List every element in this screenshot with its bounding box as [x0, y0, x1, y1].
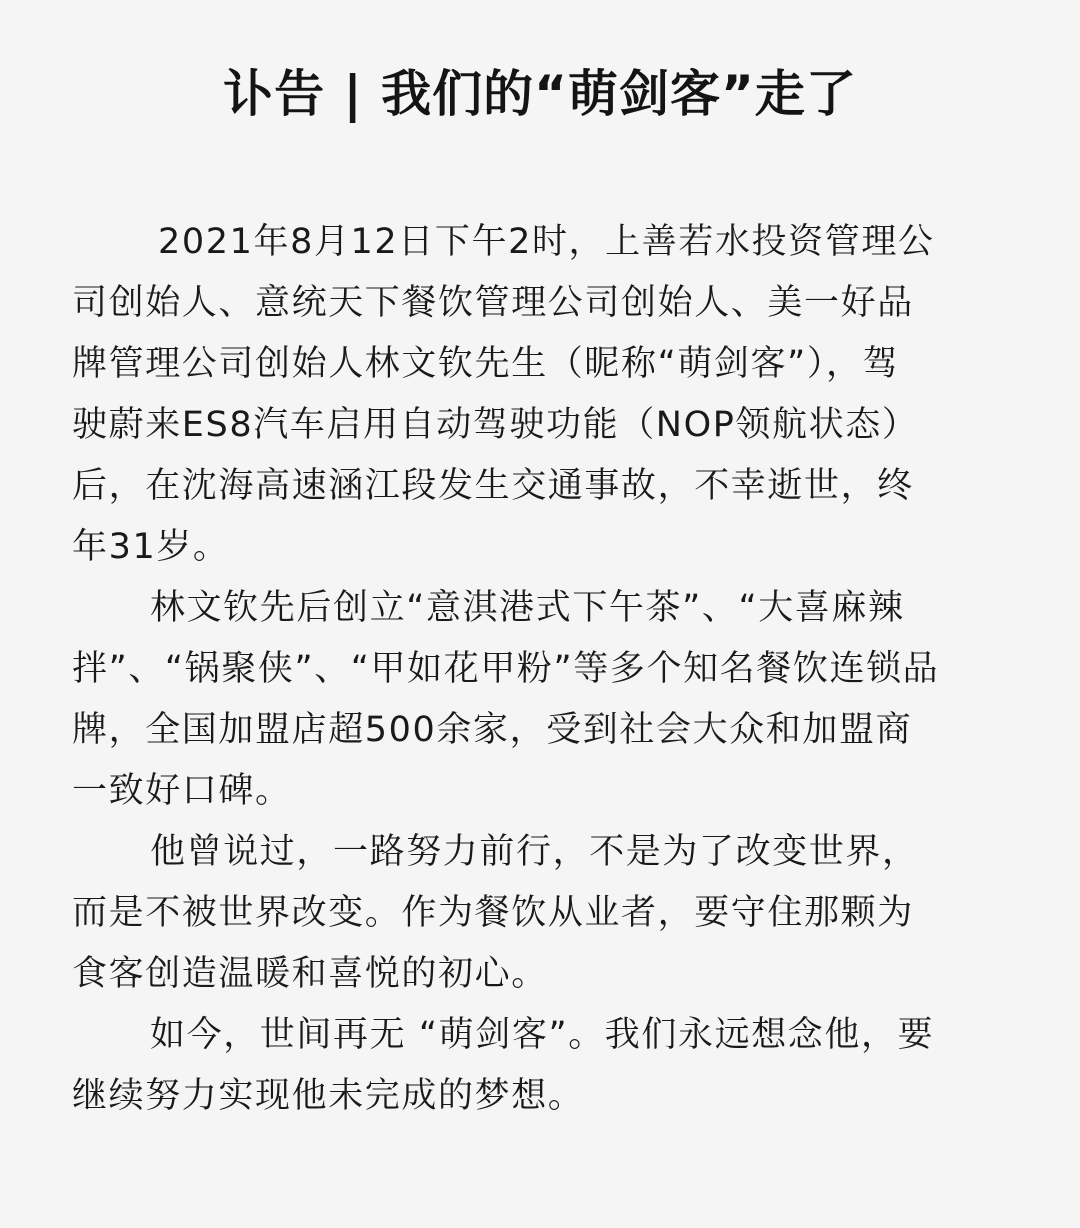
text-line: 驶蔚来ES8汽车启用自动驾驶功能（NOP领航状态） [72, 405, 919, 445]
text-line: 2021年8月12日下午2时，上善若水投资管理公 [158, 222, 935, 262]
page-title: 讣告 | 我们的“萌剑客”走了 [223, 65, 857, 123]
text-line: 拌”、“锅聚侠”、“甲如花甲粉”等多个知名餐饮连锁品 [72, 649, 940, 689]
text-line: 林文钦先后创立“意淇港式下午茶”、“大喜麻辣 [150, 588, 905, 628]
paragraph-4 [72, 1005, 1008, 1127]
text-line: 食客创造温暖和喜悦的初心。 [72, 954, 548, 994]
text-line: 而是不被世界改变。作为餐饮从业者，要守住那颗为 [72, 893, 914, 933]
text-line: 年31岁。 [72, 527, 230, 567]
paragraph-3 [72, 822, 1008, 1005]
text-line: 司创始人、意统天下餐饮管理公司创始人、美一好品 [72, 283, 914, 323]
text-line: 后，在沈海高速涵江段发生交通事故，不幸逝世，终 [72, 466, 914, 506]
text-line: 一致好口碑。 [72, 771, 292, 811]
paragraph-1 [72, 212, 1008, 578]
text-line: 他曾说过，一路努力前行，不是为了改变世界， [150, 832, 919, 872]
text-line: 牌，全国加盟店超500余家，受到社会大众和加盟商 [72, 710, 913, 750]
text-line: 继续努力实现他未完成的梦想。 [72, 1076, 585, 1116]
article-body [72, 212, 1008, 1127]
paragraph-2 [72, 578, 1008, 822]
text-line: 如今，世间再无 “萌剑客”。我们永远想念他，要 [150, 1015, 935, 1055]
text-line: 牌管理公司创始人林文钦先生（昵称“萌剑客”），驾 [72, 344, 900, 384]
